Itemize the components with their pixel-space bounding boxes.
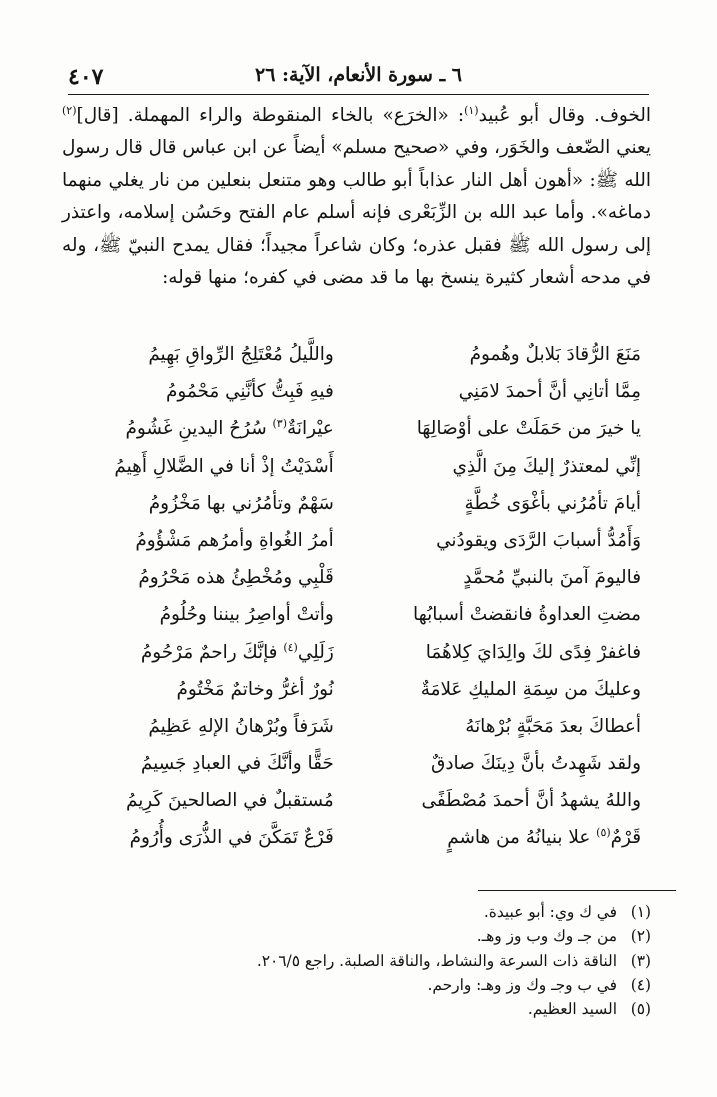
- footnote: [111, 924, 651, 948]
- poem-verse: [72, 336, 641, 373]
- second-hemistich: أَسْدَيْتُ إذْ أنا في الضَّلالِ أَهِيمُ: [114, 455, 334, 477]
- footnote-ref: (١): [464, 103, 479, 117]
- poem-verse: [72, 522, 641, 559]
- footnote: [111, 900, 651, 924]
- poem: [72, 336, 641, 857]
- first-hemistich: وعليكَ من سِمَةِ المليكِ عَلامَةٌ: [420, 678, 641, 700]
- second-hemistich: وأتتْ أواصِرُ بيننا وحُلُومُ: [159, 604, 334, 626]
- footnote-number: (٢): [630, 927, 651, 946]
- prose-text: الخوف. وقال أبو عُبيد$^{(١)}$: «الخرَع» بالخاء المنقوطة والراء المهملة. [قال]$^{(٢)}$ يعني الضّعف والخَوَر، وفي «صحيح مسلم» أيضاً عن ابن عباس قال قال رسول الله ﷺ: «أهون أهل النار عذاباً أبو طالب وهو متنعل بنعلين من نار يغلي منهما دماغه». وأما عبد الله بن الزِّبَعْرى فإنه أسلم عام الفتح وحَسُن إسلامه، واعتذر إلى رسول الله ﷺ فقبل عذره؛ وكان شاعراً مجيداً؛ فقال يمدح النبيّ ﷺ، وله في مدحه أشعار كثيرة ينسخ بها ما قد مضى في كفره؛ منها قوله:: [62, 103, 652, 289]
- footnote-ref: (٥): [596, 826, 611, 840]
- footnote-text: من جـ وك وب وز وهـ.: [476, 927, 617, 946]
- footnote-ref: (٤): [283, 640, 298, 654]
- second-hemistich: مُستقبلٌ في الصالحينَ كَرِيمُ: [125, 790, 334, 812]
- first-hemistich: إنِّي لمعتذرٌ إليكَ مِنَ الَّذِي: [452, 455, 641, 477]
- first-hemistich: مَنَعَ الرُّقادَ بَلابلٌ وهُمومُ: [469, 344, 641, 365]
- poem-verse: [72, 819, 641, 856]
- footnote-text: في ب وجـ وك وز وهـ: وارحم.: [427, 975, 617, 994]
- running-title: ٦ ـ سورة الأنعام، الآية: ٢٦: [254, 64, 462, 86]
- first-hemistich: يا خيرَ من حَمَلَتْ على أوْصَالِهَا: [416, 418, 641, 440]
- poem-verse: [72, 559, 641, 596]
- poem-verse: [72, 596, 641, 633]
- page-number: ٤٠٧: [68, 64, 104, 90]
- poem-verse: [72, 634, 641, 671]
- footnote: [111, 997, 651, 1021]
- footnote-ref: (٢): [62, 103, 77, 117]
- poem-verse: [72, 708, 641, 745]
- poem-verse: [72, 410, 641, 447]
- second-hemistich: عيْرانَةٌ$^{(٣)}$ سُرُحُ اليدينِ غَشُومُ: [125, 417, 334, 440]
- second-hemistich: واللَّيلُ مُعْتَلِجُ الرِّواقِ بَهِيمُ: [148, 344, 334, 365]
- footnote: [111, 973, 651, 997]
- first-hemistich: وَأَمُدُّ أسبابَ الرَّدَى ويقودُني: [436, 529, 641, 551]
- footnote-number: (٣): [630, 951, 651, 970]
- second-hemistich: فيهِ فَبِتُّ كأنَّنِي مَحْمُومُ: [166, 381, 334, 403]
- second-hemistich: أمرُ الغُواةِ وأمرُهم مَشْؤُومُ: [135, 529, 334, 551]
- footnote-number: (١): [630, 903, 651, 921]
- poem-verse: [72, 782, 641, 819]
- footnote: [111, 949, 651, 973]
- prose-paragraph: [62, 100, 651, 294]
- footnote-ref: (٣): [272, 417, 287, 431]
- second-hemistich: زَلَلِي$^{(٤)}$ فإنَّكَ راحمٌ مَرْحُومُ: [140, 640, 334, 663]
- footnote-divider: [478, 890, 676, 891]
- poem-verse: [72, 671, 641, 708]
- second-hemistich: فَرْعٌ تَمَكَّنَ في الذُّرَى وأُرُومُ: [129, 827, 334, 849]
- poem-verse: [72, 745, 641, 782]
- footnote-number: (٤): [630, 975, 651, 994]
- first-hemistich: واللهُ يشهدُ أنَّ أحمدَ مُصْطَفًى: [421, 790, 641, 812]
- footnote-number: (٥): [630, 1000, 651, 1019]
- footnotes: [111, 900, 651, 1021]
- poem-verse: [72, 485, 641, 522]
- first-hemistich: مضتِ العداوةُ فانقضتْ أسبابُها: [413, 604, 641, 626]
- poem-verse: [72, 373, 641, 410]
- second-hemistich: قَلْبِي ومُخْطِئُ هذه مَحْرُومُ: [138, 567, 334, 589]
- second-hemistich: شَرَفاً وبُرْهانُ الإلهِ عَظِيمُ: [148, 715, 334, 737]
- first-hemistich: قَرْمٌ$^{(٥)}$ علا بنيانُهُ من هاشمٍ: [447, 826, 641, 849]
- second-hemistich: حَقًّا وأنَّكَ في العبادِ جَسِيمُ: [140, 753, 334, 775]
- footnote-text: الناقة ذات السرعة والنشاط، والناقة الصلبة. راجع ٢٠٦/٥.: [256, 951, 617, 970]
- first-hemistich: أعطاكَ بعدَ مَحَبَّةٍ بُرْهانَهُ: [465, 715, 641, 737]
- first-hemistich: فاليومَ آمنَ بالنبيِّ مُحمَّدٍ: [463, 567, 641, 589]
- poem-verse: [72, 448, 641, 485]
- footnote-text: السيد العظيم.: [527, 1000, 617, 1019]
- first-hemistich: فاغفرْ فِدًى لكَ والِدَايَ كِلاهُمَا: [425, 641, 641, 663]
- page-header: [68, 60, 649, 95]
- second-hemistich: سَهْمٌ وتأمُرُني بها مَخْزُومُ: [148, 492, 334, 514]
- first-hemistich: مِمَّا أتانِي أنَّ أحمدَ لامَنِي: [458, 381, 641, 403]
- first-hemistich: أيامَ تأمُرُني بأغْوَى خُطَّةٍ: [464, 492, 641, 514]
- footnote-text: في ك وي: أبو عبيدة.: [483, 903, 617, 921]
- first-hemistich: ولقد شَهِدتُ بأنَّ دِينَكَ صادقٌ: [431, 753, 641, 775]
- second-hemistich: نُورٌ أغرُّ وخاتمٌ مَخْتُومُ: [176, 678, 334, 700]
